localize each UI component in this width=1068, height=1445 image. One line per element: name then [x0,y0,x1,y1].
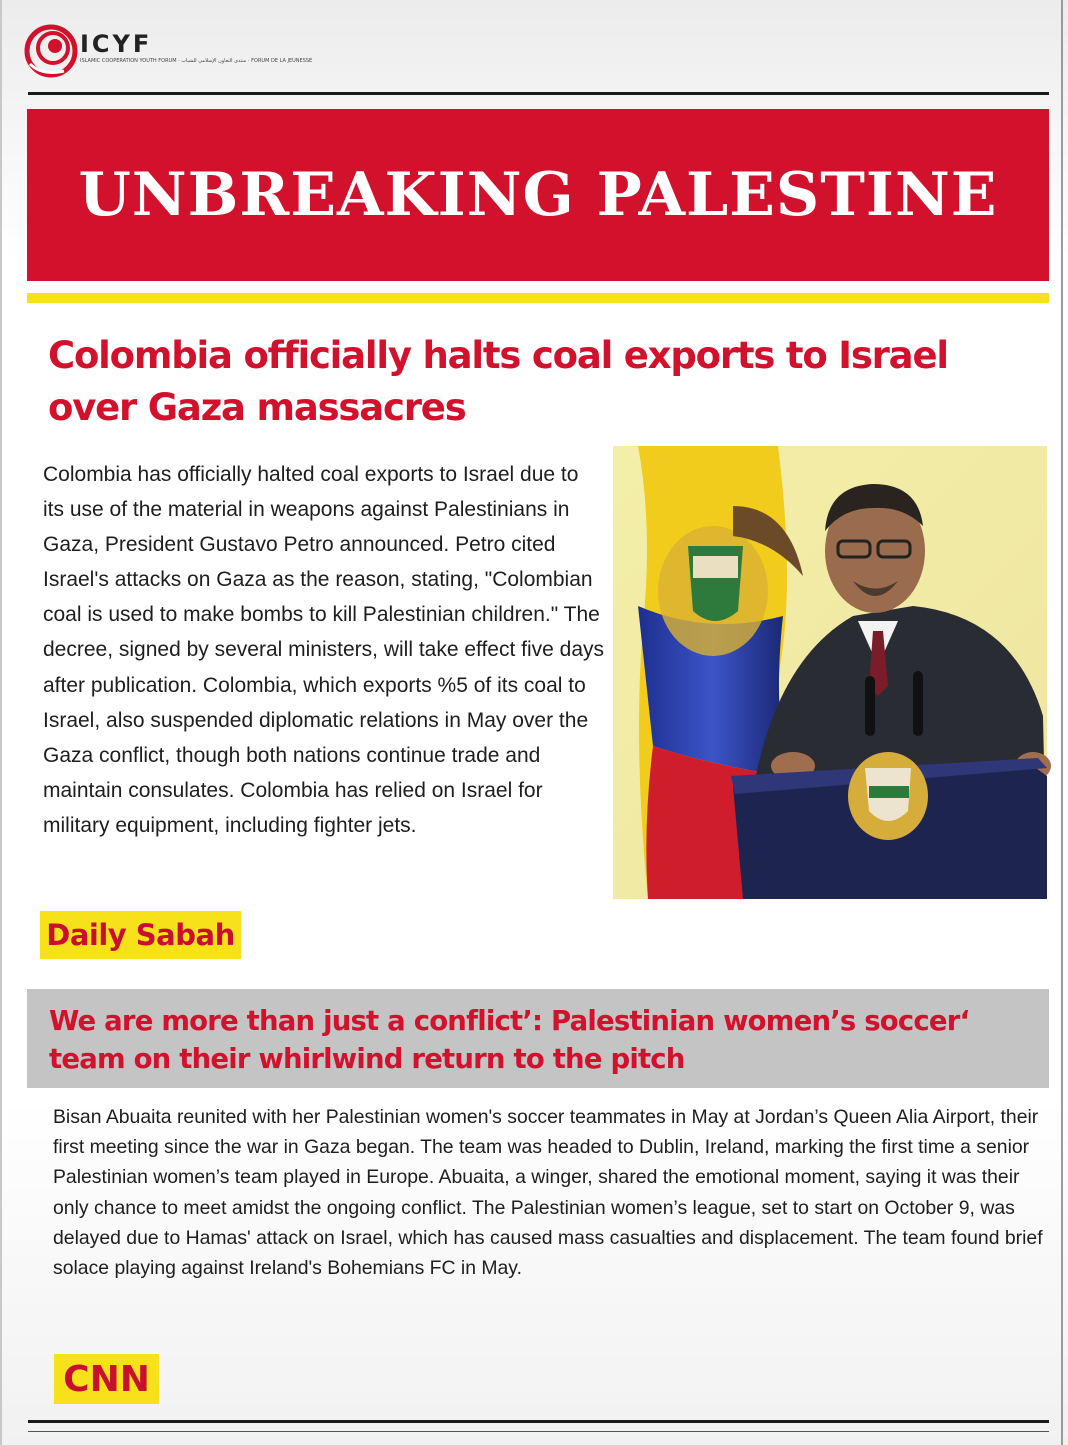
logo-subtitle: ISLAMIC COOPERATION YOUTH FORUM · منتدى التعاون الإسلامي للشباب · FORUM DE LA JEUNESSE [80,58,313,64]
article1-source-tag: Daily Sabah [40,911,241,959]
banner-title: UNBREAKING PALESTINE [78,160,998,230]
article2-source-tag: CNN [54,1354,159,1404]
article1-body: Colombia has officially halted coal exports to Israel due to its use of the material in weapons against Palestinians in Gaza, President Gustavo Petro announced. Petro cited Israel's attacks on Gaza as the reason, stating, "Colombian coal is used to make bombs to kill Palestinian children." The decree, signed by several ministers, will take effect five days after publication. Colombia, which exports %5 of its coal to Israel, also suspended diplomatic relations in May over the Gaza conflict, though both nations continue trade and maintain consulates. Colombia has relied on Israel for military equipment, including fighter jets. [43,463,605,837]
top-rule [28,92,1049,95]
article1-headline: Colombia officially halts coal exports to Israel over Gaza massacres [48,334,948,429]
article1-photo [613,446,1047,899]
page-frame-right [1061,0,1063,1445]
article2-body: Bisan Abuaita reunited with her Palestinian women's soccer teammates in May at Jordan’s Queen Alia Airport, their first meeting since the war in Gaza began. The team was headed to Dublin, Ireland, marking the first time a senior Palestinian women’s team played in Europe. Abuaita, a winger, shared the emotional moment, saying it was their only chance to meet amidst the ongoing conflict. The Palestinian women’s league, set to start on October 9, was delayed due to Hamas' attack on Israel, which has caused mass casualties and displacement. The team found brief solace playing against Ireland's Bohemians FC in May. [53,1106,1043,1280]
icyf-emblem-icon [24,24,78,78]
page-frame-left [0,0,2,1445]
bottom-rule-thin [28,1431,1049,1432]
icyf-logo [24,24,313,80]
yellow-divider [27,293,1049,303]
logo-wordmark: ICYF [80,30,153,58]
article2-headline: We are more than just a conflict’: Palestinian women’s soccer‘ team on their whirlwind return to the pitch [49,1005,970,1075]
bottom-rule [28,1420,1049,1423]
title-banner [27,109,1049,281]
